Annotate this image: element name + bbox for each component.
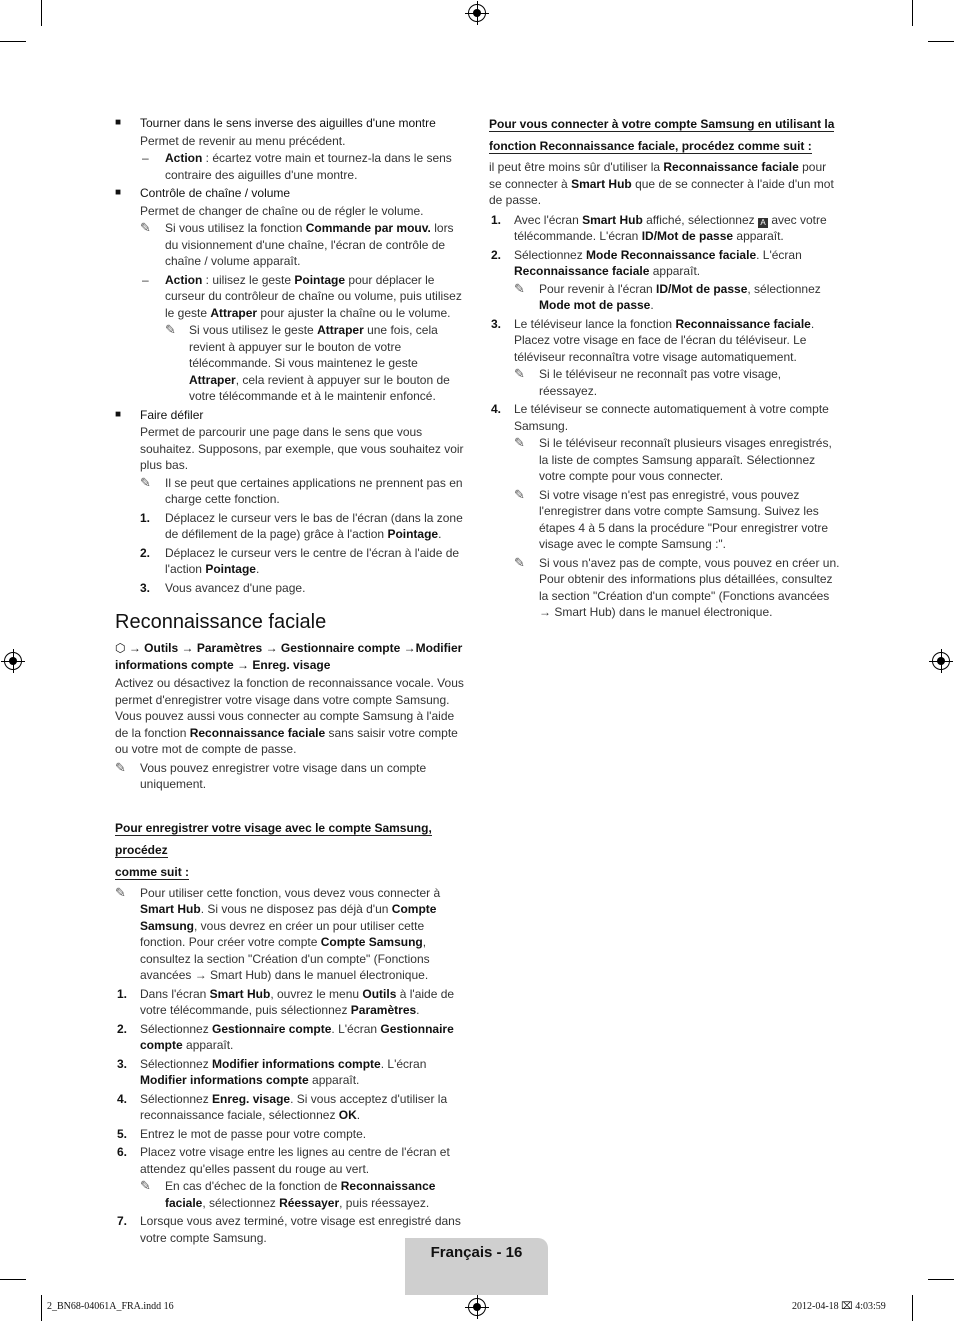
note: ✎ Vous pouvez enregistrer votre visage dans un compte uniquement. xyxy=(115,759,427,791)
note: ✎ Si votre visage n'est pas enregistré, vous pouvez l'enregistrer dans votre compte Samsung. Suivez les étapes 4 à 5 dans la procédure "Pour enregistrer votre visage avec le compte Samsung :". xyxy=(514,486,829,551)
pencil-note-icon: ✎ xyxy=(514,486,525,502)
step: 1. Avec l'écran Smart Hub affiché, sélectionnez A avec votre télécommande. L'écran ID/Mot de passe apparaît. xyxy=(491,212,827,243)
crop-mark xyxy=(928,41,954,42)
registration-mark-icon xyxy=(468,4,486,22)
pencil-note-icon: ✎ xyxy=(514,435,525,450)
note: ✎ Si le téléviseur reconnaît plusieurs visages enregistrés, la liste de comptes Samsung apparaît. Sélectionnez votre compte pour vous connecter. xyxy=(514,435,832,483)
page-number: Français - 16 xyxy=(430,1244,523,1261)
page-number-tab xyxy=(405,1238,548,1295)
step: 6. Placez votre visage entre les lignes au centre de l'écran et attendez qu'elles passent du rouge au vert. xyxy=(117,1145,450,1176)
crop-mark xyxy=(41,0,42,26)
registration-mark-icon xyxy=(932,652,950,670)
clock-icon: ⌧ xyxy=(841,1301,853,1312)
crop-mark xyxy=(0,41,26,42)
step: 1. Dans l'écran Smart Hub, ouvrez le menu Outils à l'aide de votre télécommande, puis sélectionnez Paramètres. xyxy=(117,986,455,1017)
pencil-note-icon: ✎ xyxy=(514,554,525,570)
right-column xyxy=(489,113,841,621)
pencil-note-icon: ✎ xyxy=(140,220,151,235)
step: 2. Sélectionnez Mode Reconnaissance faciale. L'écran Reconnaissance faciale apparaît. xyxy=(491,247,802,278)
registration-mark-icon xyxy=(4,652,22,670)
step: 2. Sélectionnez Gestionnaire compte. L'écran Gestionnaire compte apparaît. xyxy=(117,1021,454,1052)
pencil-note-icon: ✎ xyxy=(514,280,525,296)
bullet-title: ■ Contrôle de chaîne / volume xyxy=(115,185,467,202)
crop-mark xyxy=(912,0,913,26)
pencil-note-icon: ✎ xyxy=(140,1178,151,1193)
bullet-description: Permet de revenir au menu précédent. xyxy=(140,133,346,148)
note: ✎ Si le téléviseur ne reconnaît pas votre visage, réessayez. xyxy=(514,366,782,398)
bullet-title: ■ Faire défiler xyxy=(115,407,467,424)
note: ✎ Si vous utilisez la fonction Commande par mouv. lors du visionnement d'une chaîne, l'écran de contrôle de chaîne / volume apparaît. xyxy=(140,220,454,268)
bullet-description: Permet de changer de chaîne ou de régler le volume. xyxy=(140,203,424,218)
subheading: Pour enregistrer votre visage avec le compte Samsung, procédez xyxy=(115,820,432,857)
step: 1. Déplacez le curseur vers le bas de l'écran (dans la zone de défilement de la page) grâce à l'action Pointage. xyxy=(140,510,463,541)
step: 4. Le téléviseur se connecte automatiquement à votre compte Samsung. xyxy=(491,402,829,433)
section-intro: Activez ou désactivez la fonction de reconnaissance vocale. Vous permet d'enregistrer votre visage dans votre compte Samsung. Vous pouvez aussi vous connecter au compte Samsung à l'aide de la fonction Reconnaissance faciale sans saisir votre compte ou votre mot de compte de passe. xyxy=(115,676,464,756)
note: ✎ Il se peut que certaines applications ne prennent pas en charge cette fonction. xyxy=(140,474,463,506)
subheading: comme suit : xyxy=(115,864,190,879)
slug-filename: 2_BN68-04061A_FRA.indd 16 xyxy=(47,1301,174,1312)
subheading: fonction Reconnaissance faciale, procédez comme suit : xyxy=(489,139,812,153)
pencil-note-icon: ✎ xyxy=(115,759,126,775)
pencil-note-icon: ✎ xyxy=(140,474,151,490)
a-key-icon: A xyxy=(758,218,768,228)
note: ✎ Pour utiliser cette fonction, vous devez vous connecter à Smart Hub. Si vous ne disposez pas déjà d'un Compte Samsung, vous devrez en créer un pour utiliser cette fonction. Pour créer votre compte Compte Samsung, consultez la section "Création d'un compte" (Fonctions avancées → Smart Hub) dans le manuel électronique. xyxy=(115,884,441,982)
bullet-description: Permet de parcourir une page dans le sens que vous souhaitez. Supposons, par exemple, que vous souhaitez voir plus bas. xyxy=(140,425,464,472)
crop-mark xyxy=(912,1295,913,1321)
note: ✎ En cas d'échec de la fonction de Reconnaissance faciale, sélectionnez Réessayer, puis réessayez. xyxy=(140,1178,436,1210)
menu-path: ⬡ → Outils → Paramètres → Gestionnaire compte →Modifier informations compte → Enreg. visage xyxy=(115,641,463,672)
dash-item: – Action : uilisez le geste Pointage pour déplacer le curseur du contrôleur de chaîne ou volume, puis utilisez le geste Attraper pour ajuster la chaîne ou le volume. xyxy=(142,272,462,320)
note: ✎ Pour revenir à l'écran ID/Mot de passe, sélectionnez Mode mot de passe. xyxy=(514,280,821,312)
intro-paragraph: il peut être moins sûr d'utiliser la Reconnaissance faciale pour se connecter à Smart Hub que de se connecter à l'aide d'un mot de passe. xyxy=(489,160,834,207)
step: 2. Déplacez le curseur vers le centre de l'écran à l'aide de l'action Pointage. xyxy=(140,545,460,576)
section-title: Reconnaissance faciale xyxy=(115,611,327,633)
step: 3. Sélectionnez Modifier informations compte. L'écran Modifier informations compte apparaît. xyxy=(117,1056,427,1087)
left-column xyxy=(115,113,467,1246)
step: 3. Vous avancez d'une page. xyxy=(140,580,306,595)
crop-mark xyxy=(928,1279,954,1280)
slug-datetime: 2012-04-18 ⌧ 4:03:59 xyxy=(792,1301,886,1312)
step: 3. Le téléviseur lance la fonction Reconnaissance faciale. Placez votre visage en face de l'écran du téléviseur. Le téléviseur reconnaîtra votre visage automatiquement. xyxy=(491,316,815,364)
pencil-note-icon: ✎ xyxy=(514,366,525,381)
step: 4. Sélectionnez Enreg. visage. Si vous acceptez d'utiliser la reconnaissance faciale, sélectionnez OK. xyxy=(117,1091,448,1122)
crop-mark xyxy=(0,1279,26,1280)
bullet-title: ■ Tourner dans le sens inverse des aiguilles d'une montre xyxy=(115,115,467,132)
pencil-note-icon: ✎ xyxy=(165,322,176,337)
step: 5. Entrez le mot de passe pour votre compte. xyxy=(117,1126,367,1141)
registration-mark-icon xyxy=(468,1298,486,1316)
step: 7. Lorsque vous avez terminé, votre visage est enregistré dans votre compte Samsung. xyxy=(117,1214,461,1245)
menu-cube-icon: ⬡ xyxy=(115,641,126,655)
crop-mark xyxy=(41,1295,42,1321)
subheading: Pour vous connecter à votre compte Samsung en utilisant la xyxy=(489,117,835,131)
pencil-note-icon: ✎ xyxy=(115,884,126,900)
note: ✎ Si vous n'avez pas de compte, vous pouvez en créer un. Pour obtenir des informations plus détaillées, consultez la section "Création d'un compte" (Fonctions avancées → Smart Hub) dans le manuel électronique. xyxy=(514,554,840,619)
dash-item: – Action : écartez votre main et tournez-la dans le sens contraire des aiguilles d'une montre. xyxy=(142,151,452,182)
note: ✎ Si vous utilisez le geste Attraper une fois, cela revient à appuyer sur le bouton de votre télécommande. Si vous maintenez le geste Attraper, cela revient à appuyer sur le bouton de votre télécommande et à le maintenir enfoncé. xyxy=(165,322,450,403)
